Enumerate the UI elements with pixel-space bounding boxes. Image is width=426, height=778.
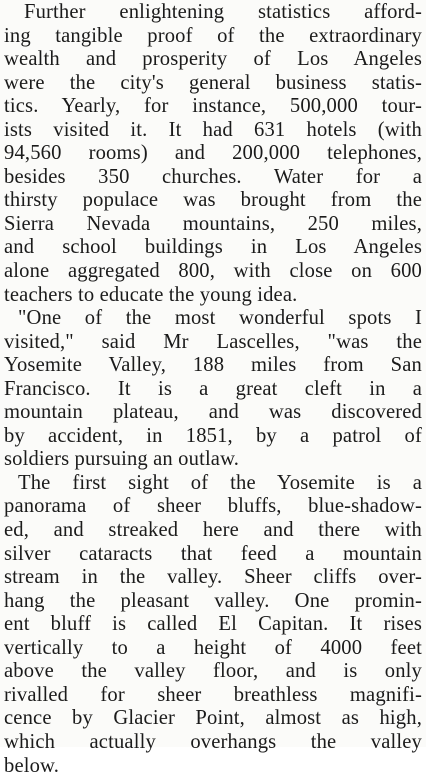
text-line: Francisco. It is a great cleft in a bbox=[4, 378, 422, 402]
text-line: panorama of sheer bluffs, blue-shadow- bbox=[4, 495, 422, 519]
paragraph-1 bbox=[4, 1, 422, 307]
text-line: thirsty populace was brought from the bbox=[4, 189, 422, 213]
text-line: cence by Glacier Point, almost as high, bbox=[4, 707, 422, 731]
text-line: and school buildings in Los Angeles bbox=[4, 236, 422, 260]
paragraph-2 bbox=[4, 307, 422, 472]
text-line: above the valley floor, and is only bbox=[4, 660, 422, 684]
text-line: besides 350 churches. Water for a bbox=[4, 166, 422, 190]
text-line: visited," said Mr Lascelles, "was the bbox=[4, 331, 422, 355]
text-line: 94,560 rooms) and 200,000 telephones, bbox=[4, 142, 422, 166]
text-line: alone aggregated 800, with close on 600 bbox=[4, 260, 422, 284]
text-line: mountain plateau, and was discovered bbox=[4, 401, 422, 425]
text-line: ists visited it. It had 631 hotels (with bbox=[4, 119, 422, 143]
text-line: hang the pleasant valley. One promin- bbox=[4, 590, 422, 614]
text-line: tics. Yearly, for instance, 500,000 tour- bbox=[4, 95, 422, 119]
text-line: ent bluff is called El Capitan. It rises bbox=[4, 613, 422, 637]
text-line: Yosemite Valley, 188 miles from San bbox=[4, 354, 422, 378]
text-line: The first sight of the Yosemite is a bbox=[4, 472, 422, 496]
text-line: wealth and prosperity of Los Angeles bbox=[4, 48, 422, 72]
text-line: stream in the valley. Sheer cliffs over- bbox=[4, 566, 422, 590]
text-line: Further enlightening statistics afford- bbox=[4, 1, 422, 25]
text-line: ed, and streaked here and there with bbox=[4, 519, 422, 543]
text-line: Sierra Nevada mountains, 250 miles, bbox=[4, 213, 422, 237]
text-line: "One of the most wonderful spots I bbox=[4, 307, 422, 331]
text-line: below. bbox=[4, 755, 422, 778]
article-body bbox=[4, 1, 422, 778]
text-line: silver cataracts that feed a mountain bbox=[4, 543, 422, 567]
text-line: by accident, in 1851, by a patrol of bbox=[4, 425, 422, 449]
text-line: which actually overhangs the valley bbox=[4, 731, 422, 755]
text-line: vertically to a height of 4000 feet bbox=[4, 637, 422, 661]
paragraph-3 bbox=[4, 472, 422, 778]
text-line: ing tangible proof of the extraordinary bbox=[4, 25, 422, 49]
text-line: teachers to educate the young idea. bbox=[4, 284, 422, 308]
text-line: soldiers pursuing an outlaw. bbox=[4, 448, 422, 472]
text-line: were the city's general business statis- bbox=[4, 72, 422, 96]
text-line: rivalled for sheer breathless magnifi- bbox=[4, 684, 422, 708]
